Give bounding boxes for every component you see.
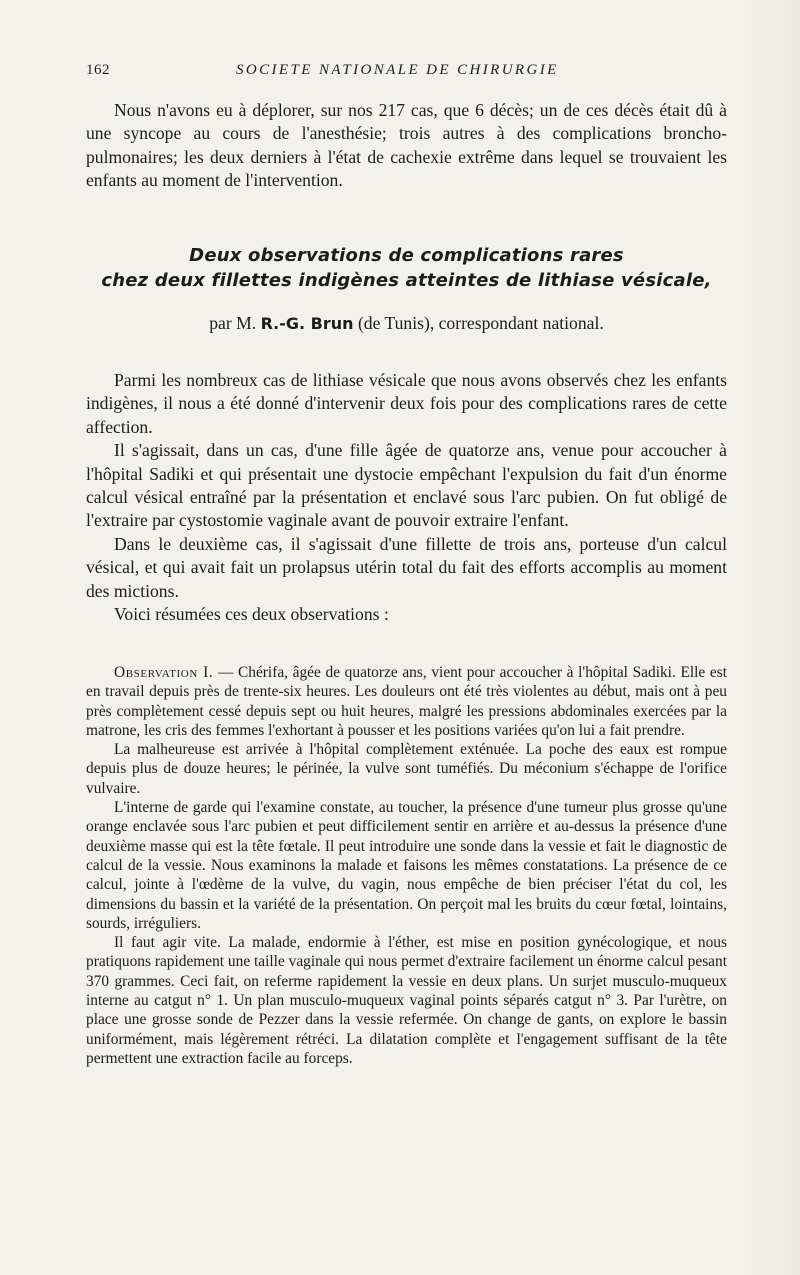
byline-suffix: (de Tunis), correspondant national. (357, 313, 604, 333)
article-body (86, 369, 727, 626)
journal-title: SOCIETE NATIONALE DE CHIRURGIE (236, 62, 559, 78)
page-edge-shading (740, 0, 800, 1275)
observation-paragraph: L'interne de garde qui l'examine constate, au toucher, la présence d'une tumeur plus grosse qu'une orange enclavée sous l'arc pubien et peut difficilement sentir en arrière et au-dessus la présence d'une deuxième masse qui est la tête fœtale. Il peut introduire une sonde dans la vessie et fait le diagnostic de calcul de la vessie. Nous examinons la malade et faisons les mêmes constatations. La présence de ce calcul, jointe à l'œdème de la vulve, du vagin, nous empêche de bien préciser l'état du col, les dimensions du bassin et la variété de la présentation. On perçoit mal les bruits du cœur fœtal, lointains, sourds, irréguliers. (86, 799, 727, 932)
article-title (86, 243, 727, 293)
page-number: 162 (86, 62, 110, 78)
body-paragraph: Il s'agissait, dans un cas, d'une fille âgée de quatorze ans, venue pour accoucher à l'hôpital Sadiki et qui présentait une dystocie empêchant l'expulsion du fait d'un énorme calcul vésical entraîné par la présentation et enclavé sous l'arc pubien. On fut obligé de l'extraire par cystostomie vaginale avant de pouvoir extraire l'enfant. (86, 440, 727, 531)
running-header (86, 62, 726, 84)
byline (86, 313, 727, 334)
article-title-line-1: Deux observations de complications rares (189, 245, 624, 266)
observation-text: — Chérifa, âgée de quatorze ans, vient pour accoucher à l'hôpital Sadiki. Elle est en travail depuis près de trente-six heures. Les douleurs ont été très violentes au début, mais ont à peu près complètement cessé depuis sept ou huit heures, malgré les pressions abdominales exercées par la matrone, les cris des femmes l'exhortant à pousser et les positions variées qu'on lui a fait prendre. (86, 664, 727, 739)
author-name: R.-G. Brun (260, 314, 354, 333)
byline-prefix: par M. (209, 313, 257, 333)
observation-paragraph (86, 663, 727, 740)
article-title-line-2: chez deux fillettes indigènes atteintes de lithiase vésicale, (101, 270, 712, 291)
intro-paragraphs (86, 99, 727, 193)
body-paragraph: Parmi les nombreux cas de lithiase vésicale que nous avons observés chez les enfants indigènes, il nous a été donné d'intervenir deux fois pour des complications rares de cette affection. (86, 370, 727, 437)
body-paragraph: Voici résumées ces deux observations : (114, 604, 389, 625)
observation-label: Observation I. (114, 664, 214, 681)
observation-paragraph: Il faut agir vite. La malade, endormie à l'éther, est mise en position gynécologique, et nous pratiquons rapidement une taille vaginale qui nous permet d'extraire facilement un énorme calcul pesant 370 grammes. Ceci fait, on referme rapidement la vessie en deux plans. Un surjet musculo-muqueux interne au catgut n° 1. Un plan musculo-muqueux vaginal points séparés catgut n° 3. Par l'urètre, on place une grosse sonde de Pezzer dans la vessie refermée. On change de gants, on explore le bassin uniformément, mais légèrement rétréci. La dilatation complète et l'engagement suffisant de la tête permettent une extraction facile au forceps. (86, 934, 727, 1067)
observation-section (86, 663, 727, 1068)
body-paragraph: Dans le deuxième cas, il s'agissait d'une fillette de trois ans, porteuse d'un calcul vésical, et qui avait fait un prolapsus utérin total du fait des efforts accomplis au moment des mictions. (86, 533, 727, 601)
intro-paragraph: Nous n'avons eu à déplorer, sur nos 217 cas, que 6 décès; un de ces décès était dû à une syncope au cours de l'anesthésie; trois autres à des complications broncho-pulmonaires; les deux derniers à l'état de cachexie extrême dans lequel se trouvaient les enfants au moment de l'intervention. (86, 100, 727, 191)
observation-paragraph: La malheureuse est arrivée à l'hôpital complètement exténuée. La poche des eaux est rompue depuis plus de douze heures; le périnée, la vulve sont tuméfiés. Du méconium s'échappe de l'orifice vulvaire. (86, 741, 727, 797)
